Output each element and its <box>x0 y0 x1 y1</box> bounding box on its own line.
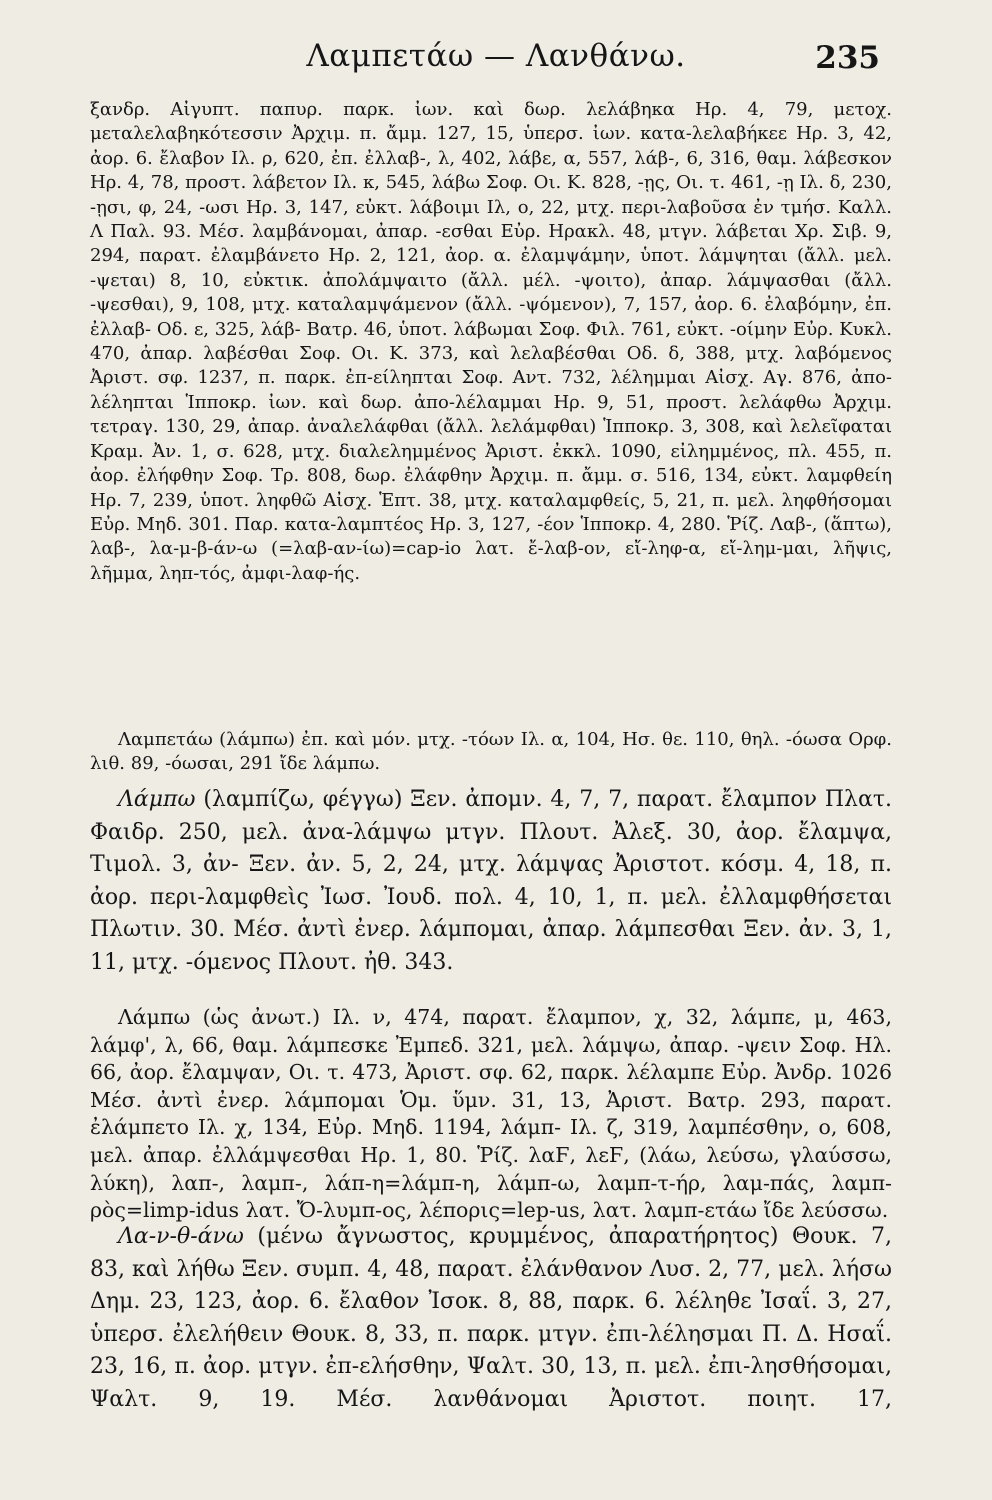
page-number: 235 <box>815 40 880 76</box>
entry-lamvano-continuation <box>90 98 892 586</box>
entry-text <box>90 1221 892 1416</box>
entry-lemma: Λα-ν-θ-άνω <box>118 1224 244 1249</box>
running-title: Λαμπετάω — Λανθάνω. <box>306 38 686 74</box>
entry-text <box>90 784 892 979</box>
entry-body: (λαμπίζω, φέγγω) Ξεν. ἀπομν. 4, 7, 7, παρατ. ἔλαμπον Πλατ. Φαιδρ. 250, μελ. ἀνα-λάμψω μτγν. Πλουτ. Ἀλεξ. 30, ἀορ. ἔλαμψα, Τιμολ. 3, ἀν- Ξεν. ἀν. 5, 2, 24, μτχ. λάμψας Ἀριστοτ. κόσμ. 4, 18, π. ἀορ. περι-λαμφθεὶς Ἰωσ. Ἰουδ. πολ. 4, 10, 1, π. μελ. ἐλλαμφθήσεται Πλωτιν. 30. Μέσ. ἀντὶ ἐνερ. λάμπομαι, ἀπαρ. λάμπεσθαι Ξεν. ἀν. 3, 1, 11, μτχ. -όμενος Πλουτ. ἠθ. 343. <box>90 787 892 975</box>
entry-lampetao <box>90 728 892 777</box>
entry-lemma: Λάμπω <box>118 787 196 812</box>
entry-text: ξανδρ. Αἰγυπτ. παπυρ. παρκ. ἰων. καὶ δωρ. λελάβηκα Ηρ. 4, 79, μετοχ. μεταλελαβηκότεσσιν Ἀρχιμ. π. ἄμμ. 127, 15, ὑπερσ. ἰων. κατα-λελαβήκεε Ηρ. 3, 42, ἀορ. 6. ἔλαβον Ιλ. ρ, 620, ἐπ. ἐλλαβ-, λ, 402, λάβε, α, 557, λάβ-, 6, 316, θαμ. λάβεσκον Ηρ. 4, 78, προστ. λάβετον Ιλ. κ, 545, λάβω Σοφ. Οι. Κ. 828, -ῃς, Οι. τ. 461, -ῃ Ιλ. δ, 230, -ῃσι, φ, 24, -ωσι Ηρ. 3, 147, εὐκτ. λάβοιμι Ιλ, ο, 22, μτχ. περι-λαβοῦσα ἐν τμήσ. Καλλ. Λ Παλ. 93. Μέσ. λαμβάνομαι, ἀπαρ. -εσθαι Εὐρ. Ηρακλ. 48, μτγν. λάβεται Χρ. Σιβ. 9, 294, παρατ. ἐλαμβάνετο Ηρ. 2, 121, ἀορ. α. ἐλαμψάμην, ὑποτ. λάμψηται (ἄλλ. μελ. -ψεται) 8, 10, εὐκτικ. ἀπολάμψαιτο (ἄλλ. μέλ. -ψοιτο), ἀπαρ. λάμψασθαι (ἄλλ. -ψεσθαι), 9, 108, μτχ. καταλαμψάμενον (ἄλλ. -ψόμενον), 7, 157, ἀορ. 6. ἐλαβόμην, ἐπ. ἐλλαβ- Οδ. ε, 325, λάβ- Βατρ. 46, ὑποτ. λάβωμαι Σοφ. Φιλ. 761, εὐκτ. -οίμην Εὐρ. Κυκλ. 470, ἀπαρ. λαβέσθαι Σοφ. Οι. Κ. 373, καὶ λελαβέσθαι Οδ. δ, 388, μτχ. λαβόμενος Ἀριστ. σφ. 1237, π. παρκ. ἐπ-είληπται Σοφ. Αντ. 732, λέλημμαι Αἰσχ. Αγ. 876, ἀπο-λέληπται Ἱπποκρ. ἰων. καὶ δωρ. ἀπο-λέλαμμαι Ηρ. 9, 51, προστ. λελάφθω Ἀρχιμ. τετραγ. 130, 29, ἀπαρ. ἀναλελάφθαι (ἄλλ. λελάμφθαι) Ἱπποκρ. 3, 308, καὶ λελεῖφαται Κραμ. Ἀν. 1, σ. 628, μτχ. διαλελημμένος Ἀριστ. ἐκκλ. 1090, εἰλημμένος, πλ. 455, π. ἀορ. ἐλήφθην Σοφ. Τρ. 808, δωρ. ἐλάφθην Ἀρχιμ. π. ἄμμ. σ. 516, 134, εὐκτ. λαμφθείη Ηρ. 7, 239, ὑποτ. ληφθῶ Αἰσχ. Ἑπτ. 38, μτχ. καταλαμφθείς, 5, 21, π. μελ. ληφθήσομαι Εὐρ. Μηδ. 301. Παρ. κατα-λαμπτέος Ηρ. 3, 127, -έον Ἱπποκρ. 4, 280. Ῥίζ. Λαβ-, (ἅπτω), λαβ-, λα-μ-β-άν-ω (=λαβ-αν-ίω)=cap-io λατ. ἔ-λαβ-ον, εἴ-ληφ-α, εἴ-λημ-μαι, λῆψις, λῆμμα, ληπ-τός, ἀμφι-λαφ-ής. <box>90 99 892 584</box>
entry-text: Λάμπω (ὡς ἀνωτ.) Ιλ. ν, 474, παρατ. ἔλαμπον, χ, 32, λάμπε, μ, 463, λάμφ', λ, 66, θαμ. λάμπεσκε Ἐμπεδ. 321, μελ. λάμψω, ἀπαρ. -ψειν Σοφ. Ηλ. 66, ἀορ. ἔλαμψαν, Οι. τ. 473, Ἀριστ. σφ. 62, παρκ. λέλαμπε Εὐρ. Ἀνδρ. 1026 Μέσ. ἀντὶ ἐνερ. λάμπομαι Ὁμ. ὕμν. 31, 13, Ἀριστ. Βατρ. 293, παρατ. ἐλάμπετο Ιλ. χ, 134, Εὐρ. Μηδ. 1194, λάμπ- Ιλ. ζ, 319, λαμπέσθην, ο, 608, μελ. ἀπαρ. ἐλλάμψεσθαι Ηρ. 1, 80. Ῥίζ. λαϜ, λεϜ, (λάω, λεύσω, γλαύσσω, λύκη), λαπ-, λαμπ-, λάπ-η=λάμπ-η, λάμπ-ω, λαμπ-τ-ήρ, λαμ-πάς, λαμπ-ρὸς=limp-idus λατ. Ὄ-λυμπ-ος, λέπορις=lep-us, λατ. λαμπ-ετάω ἴδε λεύσσω. <box>90 1005 892 1223</box>
entry-lampo-prose <box>90 784 892 979</box>
entry-text: Λαμπετάω (λάμπω) ἐπ. καὶ μόν. μτχ. -τόων Ιλ. α, 104, Ησ. θε. 110, θηλ. -όωσα Ορφ. λιθ. 89, -όωσαι, 291 ἴδε λάμπω. <box>90 729 892 775</box>
entry-body: (μένω ἄγνωστος, κρυμμένος, ἀπαρατήρητος) Θουκ. 7, 83, καὶ λήθω Ξεν. συμπ. 4, 48, παρατ. ἐλάνθανον Λυσ. 2, 77, μελ. λήσω Δημ. 23, 123, ἀορ. 6. ἔλαθον Ἰσοκ. 8, 88, παρκ. 6. λέληθε Ἰσαΐ. 3, 27, ὑπερσ. ἐλελήθειν Θουκ. 8, 33, π. παρκ. μτγν. ἐπι-λέλησμαι Π. Δ. Ησαΐ. 23, 16, π. ἀορ. μτγν. ἐπ-ελήσθην, Ψαλτ. 30, 13, π. μελ. ἐπι-λησθήσομαι, Ψαλτ. 9, 19. Μέσ. λανθάνομαι Ἀριστοτ. ποιητ. 17, <box>90 1224 892 1412</box>
entry-lampo-poetic <box>90 1004 892 1225</box>
page-header <box>0 38 992 88</box>
entry-lanthano <box>90 1221 892 1416</box>
